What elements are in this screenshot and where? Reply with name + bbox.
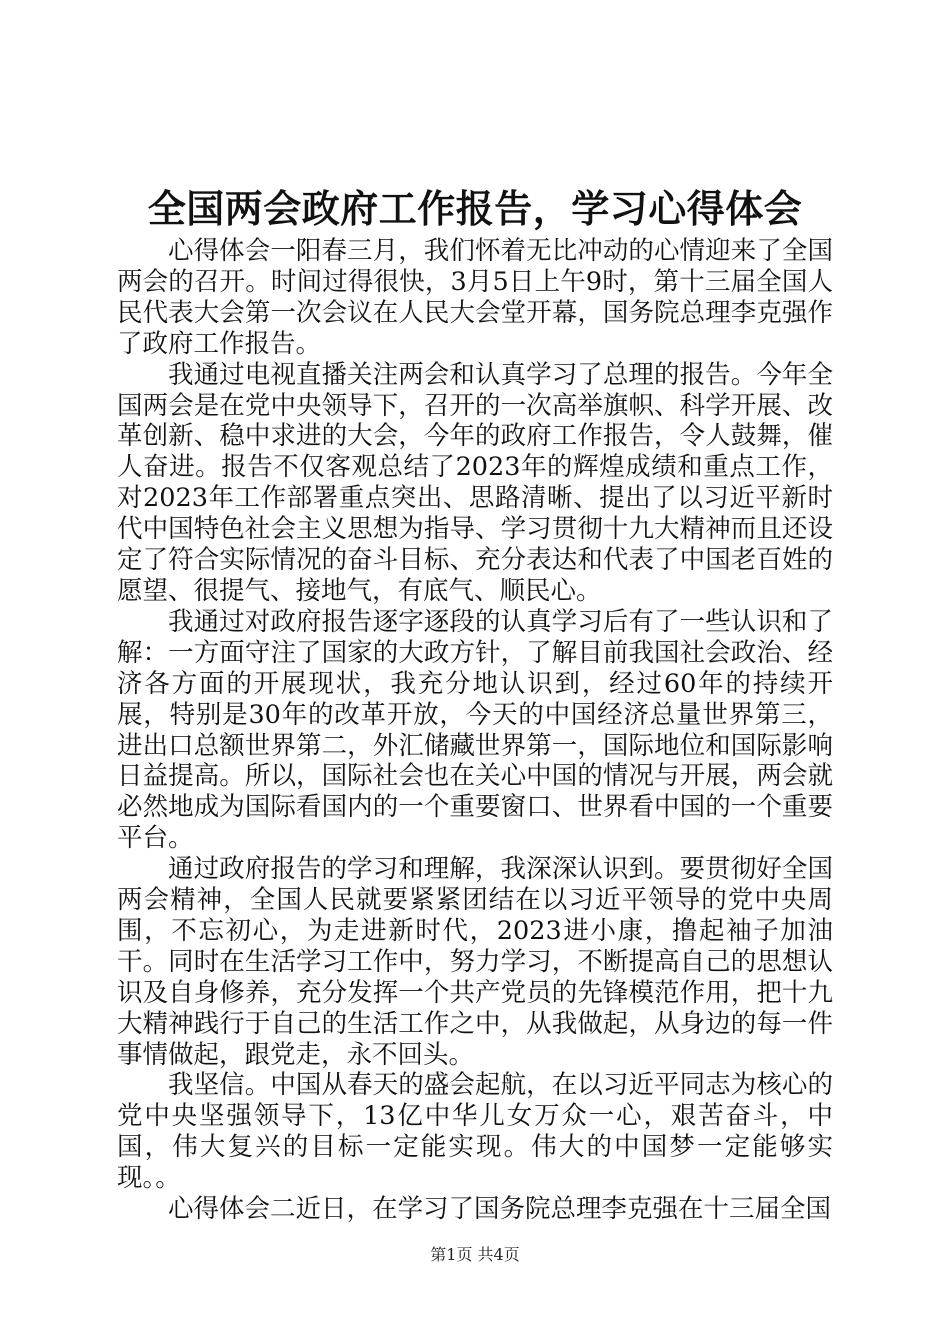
document-body [117,236,833,1225]
paragraph-5: 我坚信。中国从春天的盛会起航，在以习近平同志为核心的党中央坚强领导下，13亿中华儿女万众一心，艰苦奋斗，中国，伟大复兴的目标一定能实现。伟大的中国梦一定能够实现。。 [117,1070,833,1194]
page-footer: 第1页 共4页 [430,1245,520,1264]
paragraph-1: 心得体会一阳春三月，我们怀着无比冲动的心情迎来了全国两会的召开。时间过得很快，3月5日上午9时，第十三届全国人民代表大会第一次会议在人民大会堂开幕，国务院总理李克强作了政府工作报告。 [117,236,833,359]
document-title: 全国两会政府工作报告，学习心得体会 [147,186,803,231]
paragraph-3: 我通过对政府报告逐字逐段的认真学习后有了一些认识和了解：一方面守注了国家的大政方针，了解目前我国社会政治、经济各方面的开展现状，我充分地认识到，经过60年的持续开展，特别是30年的改革开放，今天的中国经济总量世界第三，进出口总额世界第二，外汇储藏世界第一，国际地位和国际影响日益提高。所以，国际社会也在关心中国的情况与开展，两会就必然地成为国际看国内的一个重要窗口、世界看中国的一个重要平台。 [117,606,833,854]
paragraph-2: 我通过电视直播关注两会和认真学习了总理的报告。今年全国两会是在党中央领导下，召开的一次高举旗帜、科学开展、改革创新、稳中求进的大会，今年的政府工作报告，令人鼓舞，催人奋进。报告不仅客观总结了2023年的辉煌成绩和重点工作，对2023年工作部署重点突出、思路清晰、提出了以习近平新时代中国特色社会主义思想为指导、学习贯彻十九大精神而且还设定了符合实际情况的奋斗目标、充分表达和代表了中国老百姓的愿望、很提气、接地气，有底气、顺民心。 [117,359,833,606]
paragraph-4: 通过政府报告的学习和理解，我深深认识到。要贯彻好全国两会精神，全国人民就要紧紧团结在以习近平领导的党中央周围，不忘初心，为走进新时代，2023进小康，撸起袖子加油干。同时在生活学习工作中，努力学习，不断提高自己的思想认识及自身修养，充分发挥一个共产党员的先锋模范作用，把十九大精神践行于自己的生活工作之中，从我做起，从身边的每一件事情做起，跟党走，永不回头。 [117,854,833,1070]
paragraph-6: 心得体会二近日，在学习了国务院总理李克强在十三届全国 [168,1194,832,1225]
